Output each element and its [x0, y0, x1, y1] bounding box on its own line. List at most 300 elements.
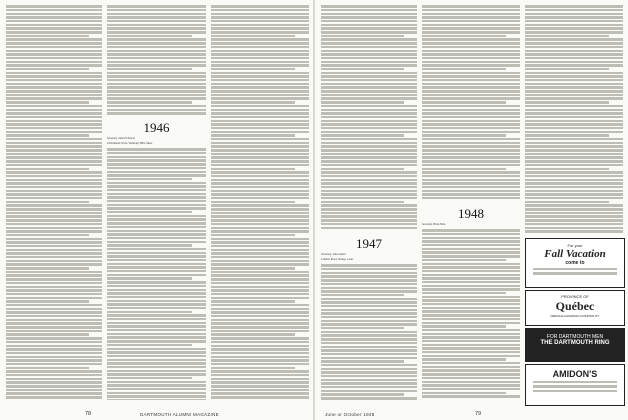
- text-line: [211, 24, 309, 26]
- text-line: [6, 311, 102, 313]
- text-line: [211, 61, 309, 63]
- text-line: [422, 237, 520, 239]
- text-line: [321, 268, 417, 270]
- text-line: [321, 123, 417, 125]
- text-line: [107, 215, 206, 217]
- text-line: [321, 379, 417, 381]
- text-line: [107, 241, 206, 243]
- text-line: [211, 282, 309, 284]
- text-line: [6, 57, 102, 59]
- text-line: [422, 296, 520, 298]
- text-line: [422, 175, 520, 177]
- text-line: [422, 86, 520, 88]
- text-line: [6, 42, 102, 44]
- ad-line: FRENCH-CANADIAN HOSPITALITY: [550, 314, 600, 318]
- text-line: [211, 94, 309, 96]
- text-line: [6, 204, 102, 206]
- text-line: [211, 322, 309, 324]
- secretary-line: Secretary, Brian Sims: [422, 223, 446, 227]
- text-line: [211, 289, 309, 291]
- text-line: [422, 145, 520, 147]
- dartmouth-ring-ad[interactable]: [525, 328, 625, 362]
- text-line: [211, 179, 309, 181]
- text-line: [422, 336, 520, 338]
- text-line: [422, 329, 520, 331]
- text-line: [422, 303, 520, 305]
- text-line: [422, 333, 520, 335]
- text-line: [6, 212, 102, 214]
- text-line: [211, 46, 309, 48]
- text-line: [422, 53, 520, 55]
- text-line: [107, 348, 206, 350]
- text-line: [107, 101, 192, 103]
- text-line: [6, 300, 89, 302]
- text-line: [422, 373, 520, 375]
- text-line: [422, 46, 520, 48]
- text-line: [525, 223, 623, 225]
- text-line: [107, 355, 206, 357]
- text-line: [321, 134, 404, 136]
- text-line: [321, 131, 417, 133]
- text-line: [422, 142, 520, 144]
- text-line: [525, 27, 623, 29]
- text-line: [211, 50, 309, 52]
- text-line: [211, 182, 309, 184]
- text-line: [211, 267, 295, 269]
- text-line: [6, 256, 102, 258]
- text-line: [6, 9, 102, 11]
- text-line: [321, 346, 417, 348]
- text-line: [211, 197, 309, 199]
- text-line: [422, 347, 520, 349]
- text-line: [211, 193, 309, 195]
- text-line: [525, 64, 623, 66]
- text-line: [422, 42, 520, 44]
- text-line: [6, 68, 89, 70]
- text-line: [211, 35, 295, 37]
- text-line: [211, 370, 309, 372]
- text-line: [107, 344, 192, 346]
- text-line: [211, 337, 309, 339]
- text-line: [107, 13, 206, 15]
- secretary-address: Lambert Road, Orange, Conn.: [321, 258, 354, 262]
- text-line: [6, 72, 102, 74]
- text-line: [6, 175, 102, 177]
- text-line: [107, 97, 206, 99]
- text-line: [525, 201, 609, 203]
- text-line: [107, 20, 206, 22]
- text-line: [107, 277, 192, 279]
- text-lines: [422, 229, 520, 400]
- text-line: [211, 392, 309, 394]
- text-line: [525, 112, 623, 114]
- class-year-heading: 1947: [356, 236, 382, 252]
- text-line: [211, 311, 309, 313]
- text-line: [6, 90, 102, 92]
- text-line: [321, 371, 417, 373]
- text-line: [6, 50, 102, 52]
- text-line: [107, 388, 206, 390]
- text-line: [107, 16, 206, 18]
- text-line: [525, 171, 623, 173]
- text-line: [107, 178, 192, 180]
- text-line: [321, 156, 417, 158]
- text-lines: [107, 5, 206, 117]
- text-line: [525, 168, 609, 170]
- text-line: [422, 299, 520, 301]
- text-line: [525, 186, 623, 188]
- text-line: [6, 123, 102, 125]
- text-line: [321, 283, 417, 285]
- text-line: [6, 75, 102, 77]
- text-line: [211, 153, 309, 155]
- text-line: [211, 13, 309, 15]
- text-line: [211, 160, 309, 162]
- text-line: [321, 86, 417, 88]
- text-line: [422, 75, 520, 77]
- text-line: [321, 5, 417, 7]
- text-line: [321, 208, 417, 210]
- amidons-ad[interactable]: [525, 364, 625, 406]
- text-line: [6, 378, 102, 380]
- text-line: [6, 38, 102, 40]
- text-line: [6, 97, 102, 99]
- text-line: [6, 27, 102, 29]
- text-line: [422, 20, 520, 22]
- text-line: [422, 27, 520, 29]
- text-line: [525, 123, 623, 125]
- text-line: [422, 186, 520, 188]
- text-line: [107, 182, 206, 184]
- text-line: [525, 31, 623, 33]
- text-line: [6, 149, 102, 151]
- text-line: [422, 116, 520, 118]
- text-line: [211, 256, 309, 258]
- text-line: [211, 227, 309, 229]
- text-line: [321, 24, 417, 26]
- text-line: [107, 218, 206, 220]
- text-line: [107, 156, 206, 158]
- text-line: [6, 315, 102, 317]
- text-line: [422, 318, 520, 320]
- text-lines: [321, 264, 417, 400]
- text-line: [525, 46, 623, 48]
- text-lines: [107, 148, 206, 400]
- text-line: [211, 223, 309, 225]
- text-line: [6, 381, 102, 383]
- text-line: [107, 274, 206, 276]
- text-line: [107, 83, 206, 85]
- text-line: [321, 279, 417, 281]
- text-line: [525, 16, 623, 18]
- text-lines: [6, 5, 102, 400]
- text-line: [211, 319, 309, 321]
- text-line: [321, 149, 417, 151]
- text-line: [422, 57, 520, 59]
- text-line: [211, 245, 309, 247]
- text-line: [211, 156, 309, 158]
- text-line: [525, 175, 623, 177]
- text-line: [321, 368, 417, 370]
- text-line: [107, 75, 206, 77]
- text-line: [107, 61, 206, 63]
- text-line: [6, 127, 102, 129]
- text-line: [422, 138, 520, 140]
- text-line: [321, 112, 417, 114]
- text-line: [6, 341, 102, 343]
- text-line: [211, 333, 295, 335]
- text-line: [6, 219, 102, 221]
- text-line: [422, 310, 520, 312]
- text-line: [211, 367, 295, 369]
- text-line: [525, 156, 623, 158]
- text-line: [321, 120, 417, 122]
- text-line: [107, 359, 206, 361]
- text-line: [422, 229, 520, 231]
- text-line: [6, 46, 102, 48]
- text-line: [211, 79, 309, 81]
- secretary-address: 43 Kirkland Circle, Wellesley Hills, Mass.: [107, 142, 153, 146]
- text-line: [422, 35, 506, 37]
- text-line: [422, 255, 520, 257]
- text-line: [422, 120, 520, 122]
- text-line: [6, 322, 102, 324]
- text-line: [321, 182, 417, 184]
- text-line: [107, 318, 206, 320]
- text-line: [107, 79, 206, 81]
- text-line: [6, 289, 102, 291]
- text-line: [6, 131, 102, 133]
- text-line: [321, 290, 417, 292]
- text-line: [525, 153, 623, 155]
- text-line: [525, 190, 623, 192]
- text-line: [422, 366, 520, 368]
- text-line: [6, 308, 102, 310]
- text-line: [321, 42, 417, 44]
- text-line: [321, 338, 417, 340]
- text-line: [211, 352, 309, 354]
- text-line: [422, 263, 520, 265]
- text-line: [107, 42, 206, 44]
- text-line: [211, 271, 309, 273]
- text-line: [107, 211, 192, 213]
- text-line: [422, 197, 520, 199]
- ad-line: come to: [565, 260, 585, 266]
- text-line: [525, 86, 623, 88]
- text-line: [6, 35, 89, 37]
- text-line: [211, 9, 309, 11]
- text-line: [107, 222, 206, 224]
- text-line: [422, 244, 520, 246]
- ad-line: PROVINCE OF: [561, 294, 589, 299]
- text-line: [525, 68, 609, 70]
- text-line: [525, 134, 609, 136]
- text-line: [321, 68, 404, 70]
- text-line: [321, 331, 417, 333]
- text-line: [6, 227, 102, 229]
- text-line: [6, 333, 89, 335]
- left-column-1: [6, 4, 102, 400]
- text-line: [6, 145, 102, 147]
- text-line: [6, 86, 102, 88]
- text-line: [211, 83, 309, 85]
- text-line: [525, 116, 623, 118]
- text-line: [321, 27, 417, 29]
- text-line: [321, 186, 417, 188]
- text-line: [211, 75, 309, 77]
- text-line: [107, 185, 206, 187]
- text-line: [107, 159, 206, 161]
- text-line: [422, 109, 520, 111]
- text-line: [6, 326, 102, 328]
- text-line: [107, 252, 206, 254]
- text-line: [6, 109, 102, 111]
- text-line: [321, 287, 417, 289]
- text-line: [321, 105, 417, 107]
- text-line: [321, 382, 417, 384]
- text-line: [6, 249, 102, 251]
- text-line: [107, 53, 206, 55]
- text-line: [211, 212, 309, 214]
- text-line: [321, 323, 417, 325]
- text-line: [6, 160, 102, 162]
- text-line: [422, 79, 520, 81]
- text-line: [422, 388, 520, 390]
- text-line: [107, 281, 206, 283]
- text-line: [6, 293, 102, 295]
- text-line: [321, 61, 417, 63]
- text-line: [107, 395, 206, 397]
- fall-vacation-ad[interactable]: [525, 238, 625, 288]
- text-line: [422, 251, 520, 253]
- text-line: [107, 255, 206, 257]
- left-column-3: [211, 4, 309, 400]
- fine-print: [533, 390, 617, 392]
- text-line: [211, 219, 309, 221]
- text-line: [321, 349, 417, 351]
- text-line: [422, 277, 520, 279]
- text-line: [525, 120, 623, 122]
- text-line: [321, 316, 417, 318]
- text-line: [107, 381, 206, 383]
- text-line: [321, 64, 417, 66]
- text-line: [6, 370, 102, 372]
- text-line: [6, 363, 102, 365]
- text-line: [107, 207, 206, 209]
- text-line: [6, 64, 102, 66]
- text-line: [211, 120, 309, 122]
- text-line: [6, 83, 102, 85]
- text-line: [321, 327, 404, 329]
- text-line: [422, 112, 520, 114]
- text-line: [107, 370, 206, 372]
- text-line: [422, 101, 506, 103]
- text-line: [6, 252, 102, 254]
- text-line: [6, 112, 102, 114]
- text-line: [6, 120, 102, 122]
- text-line: [422, 274, 520, 276]
- ad-headline: AMIDON'S: [552, 369, 598, 379]
- text-line: [211, 274, 309, 276]
- text-line: [107, 392, 206, 394]
- text-line: [6, 171, 102, 173]
- text-line: [107, 38, 206, 40]
- text-line: [6, 319, 102, 321]
- text-line: [422, 355, 520, 357]
- text-line: [107, 362, 206, 364]
- text-line: [107, 174, 206, 176]
- text-line: [525, 230, 623, 232]
- text-line: [525, 79, 623, 81]
- text-line: [321, 90, 417, 92]
- text-line: [525, 5, 623, 7]
- text-line: [211, 385, 309, 387]
- text-line: [211, 53, 309, 55]
- fine-print: [533, 381, 617, 383]
- text-line: [422, 240, 520, 242]
- text-line: [6, 197, 102, 199]
- text-line: [422, 72, 520, 74]
- text-line: [321, 127, 417, 129]
- text-line: [321, 75, 417, 77]
- text-line: [321, 153, 417, 155]
- text-line: [107, 171, 206, 173]
- text-line: [107, 233, 206, 235]
- text-line: [422, 64, 520, 66]
- text-line: [525, 50, 623, 52]
- text-line: [107, 384, 206, 386]
- text-line: [107, 27, 206, 29]
- text-line: [321, 301, 417, 303]
- text-line: [6, 330, 102, 332]
- text-line: [422, 322, 520, 324]
- text-line: [107, 266, 206, 268]
- text-line: [211, 341, 309, 343]
- text-line: [6, 260, 102, 262]
- text-line: [107, 270, 206, 272]
- text-line: [107, 86, 206, 88]
- text-line: [107, 105, 206, 107]
- text-line: [525, 212, 623, 214]
- text-line: [6, 345, 102, 347]
- text-line: [321, 272, 417, 274]
- text-line: [211, 27, 309, 29]
- text-line: [321, 20, 417, 22]
- text-line: [107, 230, 206, 232]
- text-line: [6, 278, 102, 280]
- text-line: [422, 9, 520, 11]
- text-line: [211, 215, 309, 217]
- text-line: [525, 193, 623, 195]
- text-line: [321, 386, 417, 388]
- quebec-ad[interactable]: [525, 290, 625, 326]
- right-column-2: [422, 4, 520, 400]
- text-line: [6, 274, 102, 276]
- text-line: [525, 208, 623, 210]
- text-line: [422, 97, 520, 99]
- text-line: [211, 234, 295, 236]
- text-line: [321, 57, 417, 59]
- text-line: [211, 241, 309, 243]
- text-line: [211, 171, 309, 173]
- text-line: [525, 227, 623, 229]
- text-line: [6, 193, 102, 195]
- text-line: [321, 101, 404, 103]
- text-line: [6, 142, 102, 144]
- text-line: [107, 314, 206, 316]
- secretary-line: Secretary, James Edwards: [107, 137, 135, 141]
- left-page: [0, 0, 313, 420]
